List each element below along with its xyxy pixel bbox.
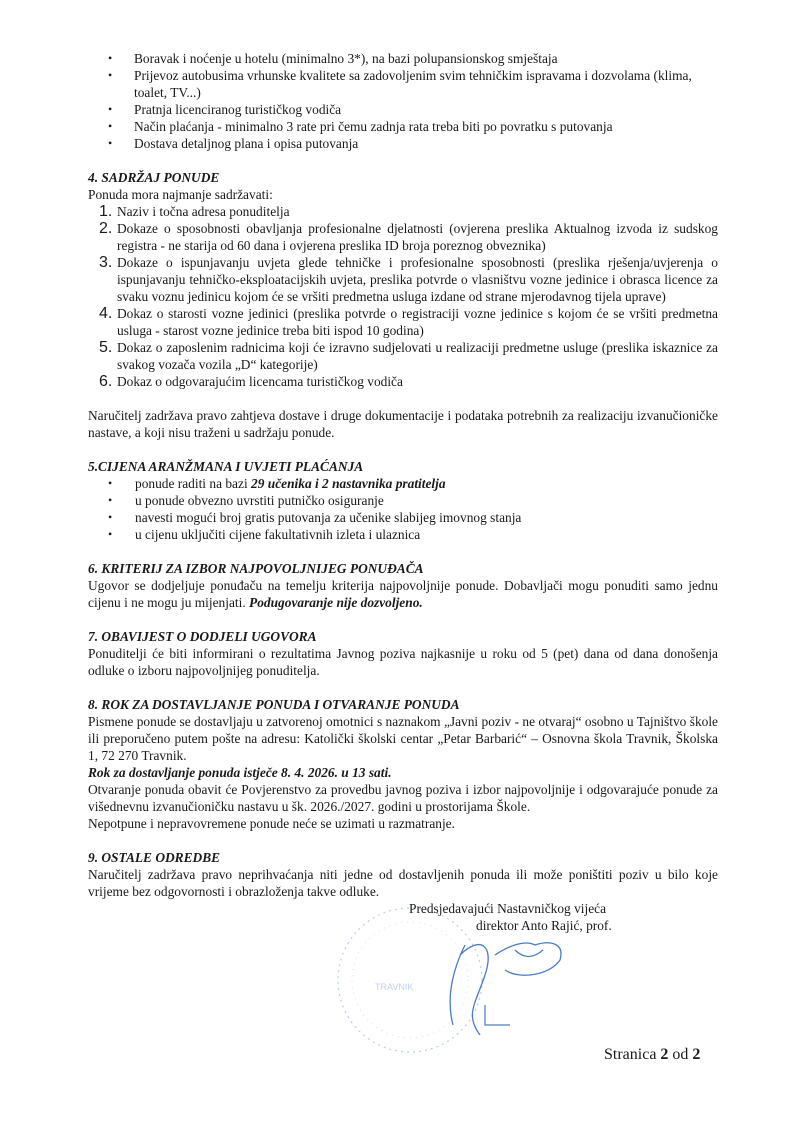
section-heading: 7. OBAVIJEST O DODJELI UGOVORA	[88, 629, 317, 644]
section-text: Nepotpune i nepravovremene ponude neće se uzimati u razmatranje.	[88, 816, 455, 831]
section-text: Otvaranje ponuda obavit će Povjerenstvo za provedbu javnog poziva i izbor najpovoljnije i odgovarajuće ponude za višednevnu izvanučioničku nastavu u šk. 2026./2027. godini u prostorijama Škole.	[88, 782, 718, 814]
bullet-list	[88, 475, 718, 543]
list-item: 1. Naziv i točna adresa ponuditelja	[99, 203, 290, 220]
list-item: • Način plaćanja - minimalno 3 rate pri čemu zadnja rata treba biti po povratku s putovanja	[88, 118, 718, 135]
section-intro: Ponuda mora najmanje sadržavati:	[88, 187, 273, 202]
section-heading: 5.CIJENA ARANŽMANA I UVJETI PLAĆANJA	[88, 459, 364, 474]
list-item: 5. Dokaz o zaposlenim radnicima koji će izravno sudjelovati u realizaciji predmetne usluge (preslika iskaznice za svakog vozača vozila „D“ kategorije)	[99, 339, 718, 372]
section-text: Ponuditelji će biti informirani o rezultatima Javnog poziva najkasnije u roku od 5 (pet) dana od dana donošenja odluke o izboru najpovoljnijeg ponuditelja.	[88, 646, 718, 678]
section-text: Naručitelj zadržava pravo neprihvaćanja niti jedne od dostavljenih ponuda ili može poništiti poziv u bilo koje vrijeme bez odgovornosti i obrazloženja takve odluke.	[88, 867, 718, 899]
list-item: 6. Dokaz o odgovarajućim licencama turističkog vodiča	[99, 373, 403, 390]
list-item: • u ponude obvezno uvrstiti putničko osiguranje	[88, 492, 718, 509]
student-count-emphasis: 29 učenika i 2 nastavnika pratitelja	[251, 476, 446, 491]
section-7	[88, 628, 718, 679]
section-text: Pismene ponude se dostavljaju u zatvorenoj omotnici s naznakom „Javni poziv - ne otvaraj“ osobno u Tajništvo škole ili preporučeno putem pošte na adresu: Katolički školski centar „Petar Barbarić“ – Osnovna škola Travnik, Školska 1, 72 270 Travnik.	[88, 714, 718, 763]
list-item: • navesti mogući broj gratis putovanja za učenike slabijeg imovnog stanja	[88, 509, 718, 526]
section-6	[88, 560, 718, 611]
section-heading: 8. ROK ZA DOSTAVLJANJE PONUDA I OTVARANJE PONUDA	[88, 697, 460, 712]
document-page	[88, 50, 718, 900]
list-item: • Pratnja licenciranog turističkog vodiča	[88, 101, 718, 118]
section-heading: 6. KRITERIJ ZA IZBOR NAJPOVOLJNIJEG PONUĐAČA	[88, 561, 424, 576]
list-item: • Prijevoz autobusima vrhunske kvalitete sa zadovoljenim svim tehničkim ispravama i dozvolama (klima, toalet, TV...)	[88, 67, 718, 101]
list-item: • Boravak i noćenje u hotelu (minimalno 3*), na bazi polupansionskog smještaja	[88, 50, 718, 67]
list-item: 3. Dokaze o ispunjavanju uvjeta glede tehničke i profesionalne sposobnosti (preslika rješenja/uvjerenja o ispunjavanju tehničko-eksploatacijskih uvjeta, preslika potvrde o vlasništvu vozne jedinice i obrasca licence za svaku voznu jedinicu kojom će se vršiti predmetna usluga izdane od strane mjerodavnog tijela uprave)	[99, 254, 718, 304]
list-item: 2. Dokaze o sposobnosti obavljanja profesionalne djelatnosti (ovjerena preslika Aktualnog izvoda iz sudskog registra - ne starija od 60 dana i ovjerena preslika ID broja poreznog obveznika)	[99, 220, 718, 253]
list-item: • Dostava detaljnog plana i opisa putovanja	[88, 135, 718, 152]
section-5	[88, 458, 718, 543]
deadline-text: Rok za dostavljanje ponuda istječe 8. 4. 2026. u 13 sati.	[88, 765, 392, 780]
subcontracting-note: Podugovaranje nije dozvoljeno.	[249, 595, 423, 610]
section-heading: 4. SADRŽAJ PONUDE	[88, 170, 220, 185]
page-number: Stranica 2 od 2	[604, 1046, 701, 1063]
list-item: • u cijenu uključiti cijene fakultativnih izleta i ulaznica	[88, 526, 718, 543]
signatory-role: Predsjedavajući Nastavničkog vijeća	[409, 901, 607, 916]
numbered-list	[88, 203, 718, 390]
section-note: Naručitelj zadržava pravo zahtjeva dostave i druge dokumentacije i podataka potrebnih za realizaciju izvanučioničke nastave, a koji nisu traženi u sadržaju ponude.	[88, 408, 718, 440]
intro-bullet-list	[88, 50, 718, 152]
signatory-name: direktor Anto Rajić, prof.	[476, 918, 612, 933]
section-8	[88, 696, 718, 832]
section-heading: 9. OSTALE ODREDBE	[88, 850, 221, 865]
list-item: 4. Dokaz o starosti vozne jedinici (preslika potvrde o registraciji vozne jedinice s kojom će se vršiti predmetna usluga - starost vozne jedinice treba biti ispod 10 godina)	[99, 305, 718, 338]
svg-text:TRAVNIK: TRAVNIK	[375, 982, 414, 992]
section-4	[88, 169, 718, 441]
signature-block	[409, 900, 612, 934]
section-text: Ugovor se dodjeljuje ponuđaču na temelju kriterija najpovoljnije ponude. Dobavljači mogu ponuditi samo jednu cijenu i ne mogu ju mijenjati. Podugovaranje nije dozvoljeno.	[88, 578, 718, 610]
list-item: • ponude raditi na bazi 29 učenika i 2 nastavnika pratitelja	[88, 475, 718, 492]
